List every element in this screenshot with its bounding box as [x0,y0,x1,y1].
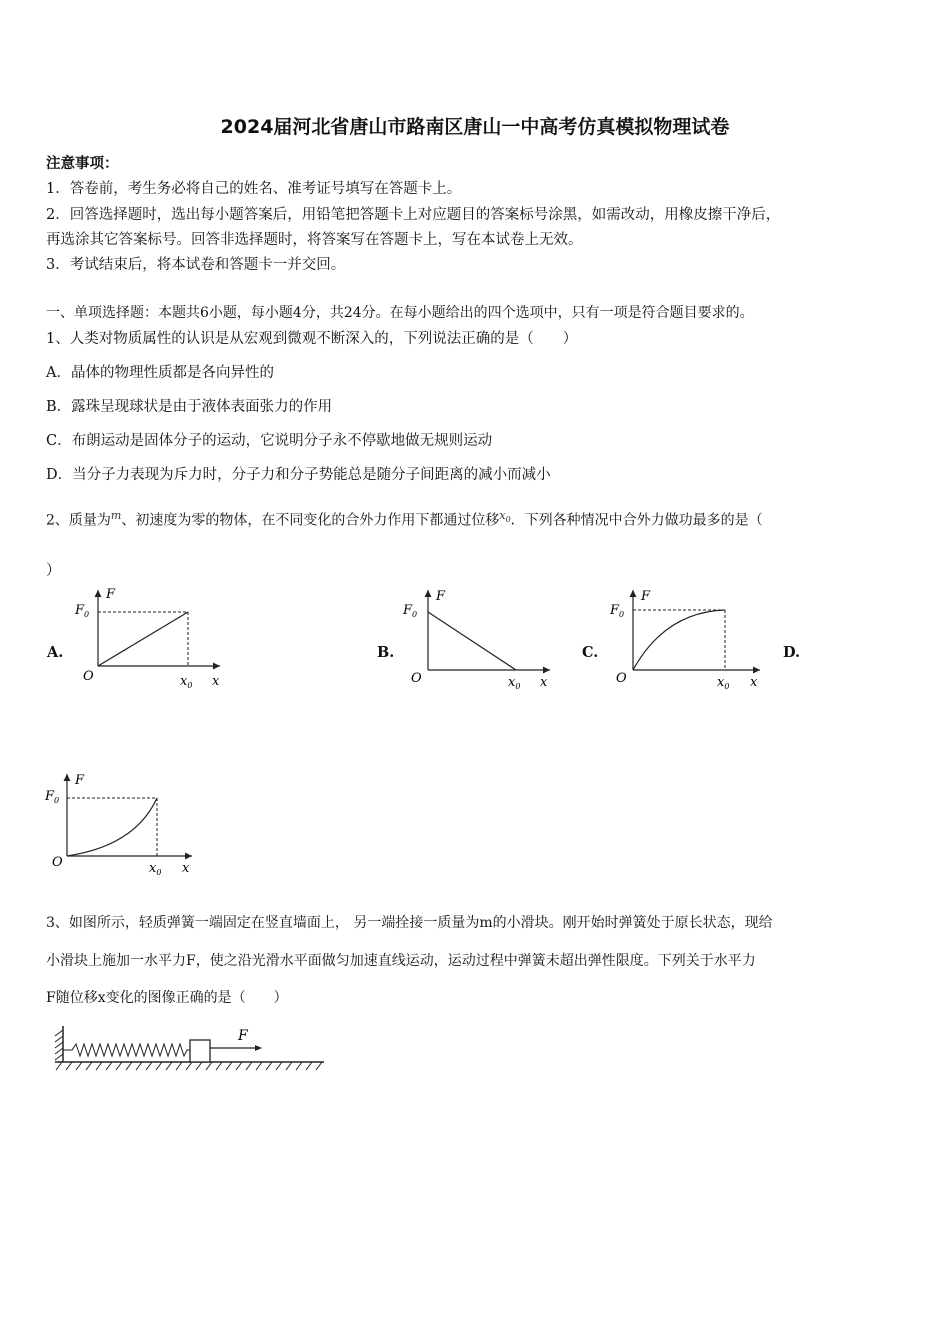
notice-heading: 注意事项： [46,155,119,172]
slider-block [190,1040,210,1062]
axis-label-x: x [750,675,758,690]
axis-label-x0: $x_0$ [717,675,730,691]
wall-hatch [55,1030,63,1060]
question-3-line-1: 3、如图所示，轻质弹簧一端固定在竖直墙面上， 另一端拴接一质量为m的小滑块。刚开始时弹簧处于原长状态，现给 [46,915,773,931]
axis-label-origin: O [616,671,627,686]
notice-item: 1．答卷前，考生务必将自己的姓名、准考证号填写在答题卡上。 [46,181,462,197]
var-m: m [110,509,122,522]
axis-label-f0: $F_0$ [45,789,60,805]
axis-label-x0: $x_0$ [180,674,193,690]
axis-label-f0: $F_0$ [75,603,90,619]
graph-a [70,584,230,694]
question-3-line-3: F随位移x变化的图像正确的是（ ） [46,990,288,1006]
graph-d [40,768,200,880]
question-3-line-2: 小滑块上施加一水平力F，使之沿光滑水平面做匀加速直线运动，运动过程中弹簧未超出弹性限度。下列关于水平力 [46,953,756,969]
axis-label-x: x [182,861,190,876]
axis-label-f0: $F_0$ [403,603,418,619]
question-1-option-a: A．晶体的物理性质都是各向异性的 [46,365,274,381]
section-heading: 一、单项选择题：本题共6小题，每小题4分，共24分。在每小题给出的四个选项中，只有一项是符合题目要求的。 [46,305,754,321]
axis-label-origin: O [83,669,94,684]
axis-label-origin: O [52,855,63,870]
question-1-option-b: B．露珠呈现球状是由于液体表面张力的作用 [46,399,333,415]
var-x0: x0 [499,509,511,525]
force-label: F [238,1028,248,1044]
graph-b [400,584,560,694]
axis-label-x0: $x_0$ [508,675,521,691]
ground-hatch [56,1062,322,1070]
option-label-d: D. [783,644,801,661]
question-1-stem: 1、人类对物质属性的认识是从宏观到微观不断深入的，下列说法正确的是（ ） [46,331,578,347]
question-2-stem-end: ） [46,563,61,579]
option-label-c: C. [582,644,599,661]
axis-label-f: F [106,587,116,602]
force-curve [633,610,725,670]
page-title: 2024届河北省唐山市路南区唐山一中高考仿真模拟物理试卷 [220,116,730,138]
question-2-stem: 2、质量为$^m$、初速度为零的物体，在不同变化的合外力作用下都通过位移$^{x_0}$．下列各种情况中合外力做功最多的是（ [46,509,763,529]
axis-label-f0: $F_0$ [610,603,625,619]
axis-label-origin: O [411,671,422,686]
axis-label-f: F [641,589,651,604]
option-label-a: A. [47,644,64,661]
spring [63,1044,190,1056]
force-curve [98,612,188,666]
force-curve [67,798,157,856]
notice-item: 2．回答选择题时，选出每小题答案后，用铅笔把答题卡上对应题目的答案标号涂黑，如需改动，用橡皮擦干净后， [46,207,781,223]
question-1-option-d: D．当分子力表现为斥力时，分子力和分子势能总是随分子间距离的减小而减小 [46,467,551,483]
axis-label-x0: $x_0$ [149,861,162,877]
notice-item: 再选涂其它答案标号。回答非选择题时，将答案写在答题卡上，写在本试卷上无效。 [46,232,583,248]
axis-label-f: F [75,773,85,788]
option-label-b: B. [377,644,395,661]
question-1-option-c: C．布朗运动是固体分子的运动，它说明分子永不停歇地做无规则运动 [46,433,493,449]
axis-label-x: x [212,674,220,689]
force-curve [428,612,516,670]
notice-item: 3．考试结束后，将本试卷和答题卡一并交回。 [46,257,346,273]
axis-label-x: x [540,675,548,690]
spring-block-diagram [50,1020,330,1076]
axis-label-f: F [436,589,446,604]
graph-c [605,584,765,694]
